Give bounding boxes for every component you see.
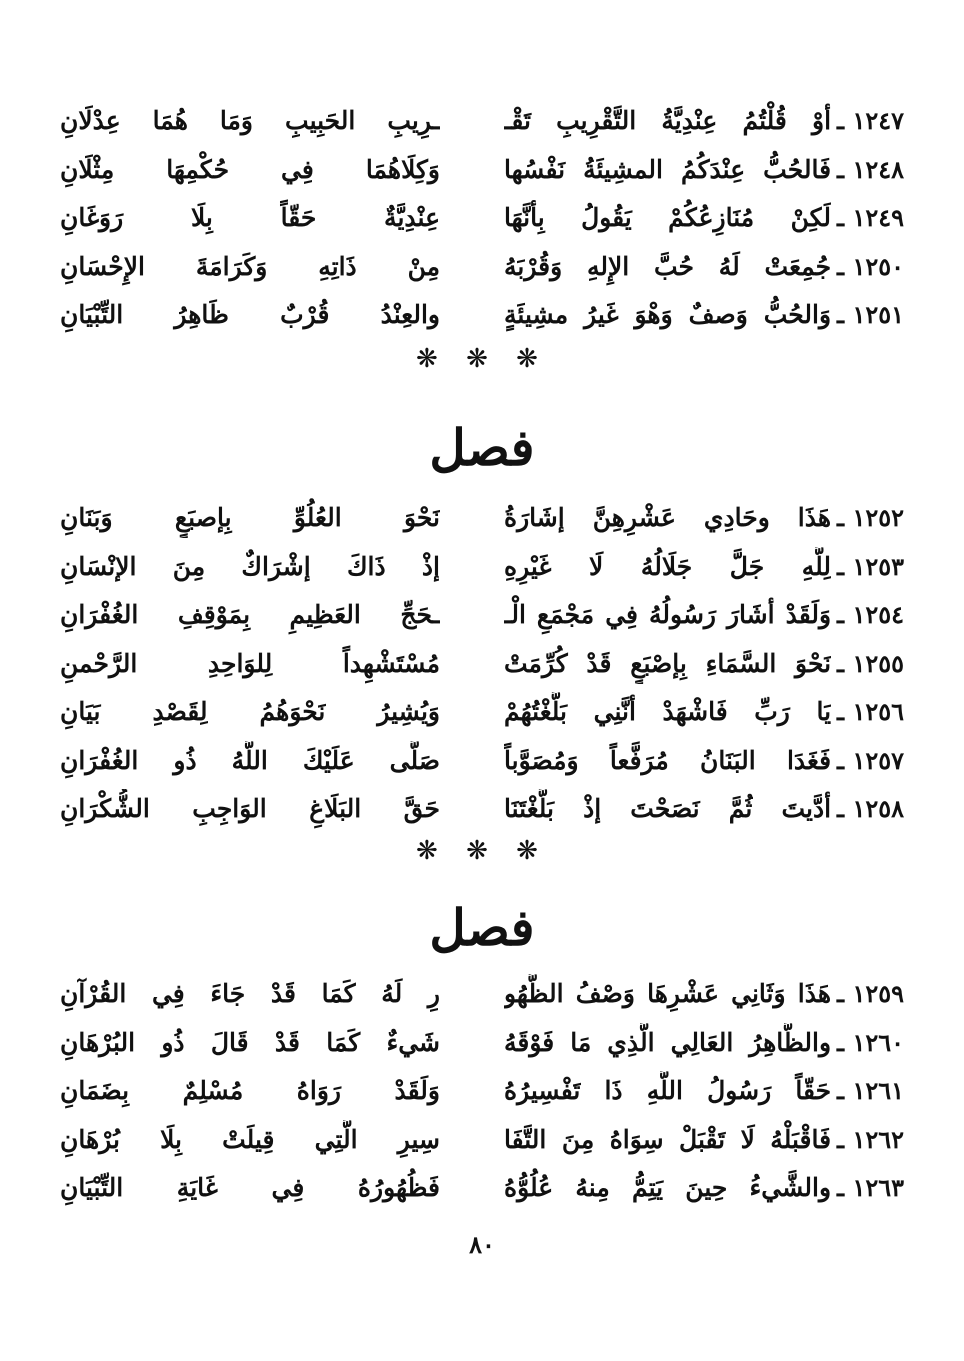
second-hemistich: صَلَّى عَلَيْكَ اللَّهُ ذُو الغُفْرَانِ	[60, 745, 440, 775]
verse-line	[60, 970, 904, 1019]
verse-number: ١٢٥٤ ـ	[837, 600, 904, 630]
second-hemistich: مِنْ ذَاتِهِ وَكَرَامَةَ الإِحْسَانِ	[60, 251, 440, 281]
first-hemistich: فَاقْبَلْهُ لَا تَقْبَلْ سِوَاهُ مِنَ التَّفَا	[504, 1124, 832, 1154]
verse-number: ١٢٦٠ ـ	[837, 1027, 904, 1057]
verse-line	[60, 737, 904, 786]
verse-line	[60, 543, 904, 592]
second-hemistich: شَيءٌ كَمَا قَدْ قَالَ ذُو البُرْهَانِ	[60, 1027, 440, 1057]
verse-number: ١٢٦١ ـ	[837, 1076, 904, 1106]
verse-line	[60, 1116, 904, 1165]
second-hemistich: والعِنْدُ قُرْبٌ ظَاهِرُ التِّبْيَانِ	[60, 300, 440, 330]
verse-line	[60, 1019, 904, 1068]
verse-number: ١٢٥٢ ـ	[837, 503, 904, 533]
first-hemistich: والشَّيءُ حِينَ يَتِمُّ مِنهُ عُلُوُّهُ	[504, 1173, 832, 1203]
first-hemistich: هَذَا وحَادِي عَشْرِهِنَّ إشَارَةُ	[504, 503, 832, 533]
first-hemistich: فَغَدَا البَنَانُ مُرَفَّعاً وَمُصَوَّباً	[504, 745, 832, 775]
second-hemistich: ـحَجِّ العَظِيمِ بِمَوْقِفِ الغُفْرَانِ	[60, 600, 440, 630]
verse-number: ١٢٦٢ ـ	[837, 1124, 904, 1154]
verse-line	[60, 291, 904, 340]
separator-stars: ❋ ❋ ❋	[416, 836, 548, 866]
verse-line	[60, 97, 904, 146]
verse-line	[60, 243, 904, 292]
verse-line	[60, 1067, 904, 1116]
second-hemistich: مُسْتَشْهِداً لِلوَاحِدِ الرَّحْمنِ	[60, 648, 440, 678]
verse-number: ١٢٥٩ ـ	[837, 979, 904, 1009]
first-hemistich: حَقّاً رَسُولُ اللَّهِ ذَا تَفْسِيرُهُ	[504, 1076, 832, 1106]
first-hemistich: أدَّيتَ ثُمَّ نَصَحْتَ إذْ بَلَّغْتَنَا	[504, 794, 832, 824]
first-hemistich: والظَّاهِرُ العَالِي الَّذِي مَا فَوْقَهُ	[504, 1027, 832, 1057]
second-hemistich: رِ لَهُ كَمَا قَدْ جَاءَ فِي القُرْآنِ	[60, 979, 440, 1009]
first-hemistich: وَلَقَدْ أشَارَ رَسُولُهُ فِي مَجْمَعِ الْـ	[504, 600, 832, 630]
first-hemistich: يَا رَبِّ فَاشْهَدْ أنَّنِي بَلَّغْتُهُمْ	[504, 697, 832, 727]
verse-number: ١٢٥١ ـ	[837, 300, 904, 330]
verse-number: ١٢٥٨ ـ	[837, 794, 904, 824]
verse-line	[60, 640, 904, 689]
verse-line	[60, 194, 904, 243]
first-hemistich: نَحْوَ السَّمَاءِ بِإصْبَعٍ قَدْ كُرِّمَتْ	[504, 648, 832, 678]
section-heading: فصل	[429, 418, 535, 477]
second-hemistich: وَكِلَاهُمَا فِي حُكْمِهَا مِثْلَانِ	[60, 154, 440, 184]
second-hemistich: إذْ ذَاكَ إشْرَاكٌ مِنَ الإنْسَانِ	[60, 551, 440, 581]
second-hemistich: وَيُشِيرُ نَحْوَهُمُ لِقَصْدِ بَيَانِ	[60, 697, 440, 727]
verse-block-2	[60, 494, 904, 834]
verse-line	[60, 785, 904, 834]
second-hemistich: نَحْوَ العُلُوِّ بِإصبَعٍ وَبَنَانِ	[60, 503, 440, 533]
separator-stars: ❋ ❋ ❋	[416, 344, 548, 374]
first-hemistich: لَكِنْ مُنَازِعُكُمْ يَقُولُ بِأنَّهَا	[504, 203, 832, 233]
first-hemistich: فَالحُبُّ عِنْدَكُمُ المشِيئَةُ نَفْسُها	[504, 154, 832, 184]
verse-number: ١٢٥٠ ـ	[837, 251, 904, 281]
second-hemistich: فَظُهُورُهُ فِي غَايَةِ التِّبْيَانِ	[60, 1173, 440, 1203]
first-hemistich: جُمِعَتْ لَهُ حُبَّ الإِلهِ وَقُرْبَهُ	[504, 251, 832, 281]
verse-number: ١٢٥٥ ـ	[837, 648, 904, 678]
first-hemistich: وَالحُبُّ وَصفٌ وَهْوَ غَيرُ مشِيئَةٍ	[504, 300, 832, 330]
verse-line	[60, 688, 904, 737]
page-number: ٨٠	[469, 1230, 495, 1259]
verse-line	[60, 591, 904, 640]
second-hemistich: عِنْدِيَّةٌ حَقّاً بِلَا رَوَغَانِ	[60, 203, 440, 233]
first-hemistich: هَذَا وَثَانِي عَشْرِهَا وَصْفُ الظُّهُو	[504, 979, 832, 1009]
second-hemistich: ـرِيبِ الحَبِيبِ وَمَا هُمَا عِدْلَانِ	[60, 106, 440, 136]
verse-number: ١٢٥٣ ـ	[837, 551, 904, 581]
second-hemistich: وَلَقَدْ رَوَاهُ مُسْلِمٌ بِضَمَانِ	[60, 1076, 440, 1106]
verse-block-1	[60, 97, 904, 340]
verse-block-3	[60, 970, 904, 1213]
verse-number: ١٢٦٣ ـ	[837, 1173, 904, 1203]
verse-line	[60, 494, 904, 543]
verse-number: ١٢٤٨ ـ	[837, 154, 904, 184]
verse-number: ١٢٤٧ ـ	[837, 106, 904, 136]
second-hemistich: حَقَّ البَلَاغِ الوَاجِبِ الشُّكْرَانِ	[60, 794, 440, 824]
verse-number: ١٢٥٦ ـ	[837, 697, 904, 727]
verse-line	[60, 1164, 904, 1213]
verse-number: ١٢٤٩ ـ	[837, 203, 904, 233]
first-hemistich: أوْ قُلْتُمُ عِنْدِيَّةُ التَّقْرِيبِ تَقْـ	[504, 106, 832, 136]
first-hemistich: لِلَّهِ جَلَّ جَلَالُهُ لَا غَيْرِهِ	[504, 551, 832, 581]
second-hemistich: سِيرِ الَّتِي قِيلَتْ بِلَا بُرْهَانِ	[60, 1124, 440, 1154]
verse-line	[60, 146, 904, 195]
section-heading: فصل	[429, 898, 535, 957]
verse-number: ١٢٥٧ ـ	[837, 745, 904, 775]
